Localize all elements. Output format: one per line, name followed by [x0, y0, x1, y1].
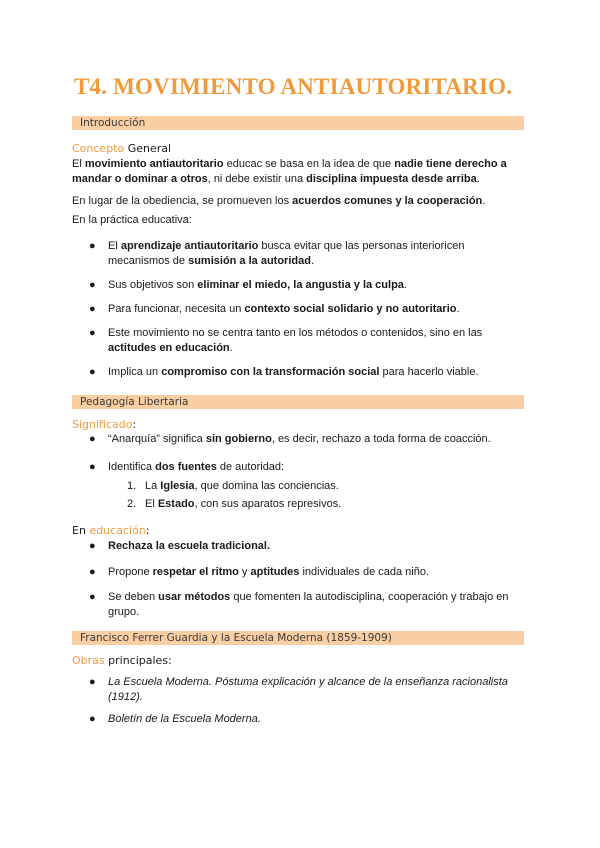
list-item: Sus objetivos son eliminar el miedo, la angustia y la culpa.: [108, 279, 407, 291]
section-heading-pedagogia: Pedagogía Libertaria: [72, 395, 524, 409]
bullet-icon: ●: [89, 676, 96, 688]
section-heading-ferrer: Francisco Ferrer Guardia y la Escuela Moderna (1859-1909): [72, 631, 524, 645]
list-item-continuation: grupo.: [108, 606, 140, 618]
list-item: Se deben usar métodos que fomenten la autodisciplina, cooperación y trabajo en: [108, 591, 509, 603]
list-item: La Escuela Moderna. Póstuma explicación y alcance de la enseñanza racionalista: [108, 676, 508, 688]
numbered-item: La Iglesia, que domina las conciencias.: [145, 480, 339, 492]
list-item: El aprendizaje antiautoritario busca evitar que las personas interioricen: [108, 240, 465, 252]
educacion-label: En educación:: [72, 524, 150, 537]
bullet-icon: ●: [89, 461, 96, 473]
bullet-icon: ●: [89, 303, 96, 315]
concepto-accent: Concepto: [72, 142, 125, 155]
list-number: 2.: [127, 498, 137, 510]
bullet-icon: ●: [89, 540, 96, 552]
bullet-icon: ●: [89, 327, 96, 339]
intro-paragraph-3: En la práctica educativa:: [72, 214, 192, 226]
list-item: Para funcionar, necesita un contexto social solidario y no autoritario.: [108, 303, 460, 315]
page-title: T4. MOVIMIENTO ANTIAUTORITARIO.: [74, 74, 513, 99]
obras-label: Obras principales:: [72, 654, 172, 667]
bullet-icon: ●: [89, 566, 96, 578]
bullet-icon: ●: [89, 433, 96, 445]
section-heading-introduccion: Introducción: [72, 116, 524, 130]
list-item-continuation: (1912).: [108, 691, 143, 703]
bullet-icon: ●: [89, 279, 96, 291]
list-number: 1.: [127, 480, 137, 492]
intro-paragraph-line1: El movimiento antiautoritario educac se basa en la idea de que nadie tiene derecho a: [72, 158, 507, 170]
bullet-icon: ●: [89, 240, 96, 252]
list-item-continuation: actitudes en educación.: [108, 342, 233, 354]
list-item-continuation: mecanismos de sumisión a la autoridad.: [108, 255, 315, 267]
bullet-icon: ●: [89, 366, 96, 378]
intro-paragraph-2: En lugar de la obediencia, se promueven los acuerdos comunes y la cooperación.: [72, 195, 486, 207]
list-item: Identifica dos fuentes de autoridad:: [108, 461, 285, 473]
list-item: Propone respetar el ritmo y aptitudes individuales de cada niño.: [108, 566, 430, 578]
bullet-icon: ●: [89, 591, 96, 603]
list-item: Este movimiento no se centra tanto en los métodos o contenidos, sino en las: [108, 327, 483, 339]
list-item: Rechaza la escuela tradicional.: [108, 540, 271, 552]
bullet-icon: ●: [89, 713, 96, 725]
list-item: “Anarquía” significa sin gobierno, es decir, rechazo a toda forma de coacción.: [108, 433, 491, 445]
numbered-item: El Estado, con sus aparatos represivos.: [145, 498, 342, 510]
list-item: Implica un compromiso con la transformación social para hacerlo viable.: [108, 366, 479, 378]
list-item: Boletín de la Escuela Moderna.: [108, 713, 261, 725]
intro-paragraph-line2: mandar o dominar a otros, ni debe existir una disciplina impuesta desde arriba.: [72, 173, 480, 185]
significado-label: Significado:: [72, 418, 137, 431]
concepto-general-label: Concepto General: [72, 142, 172, 155]
